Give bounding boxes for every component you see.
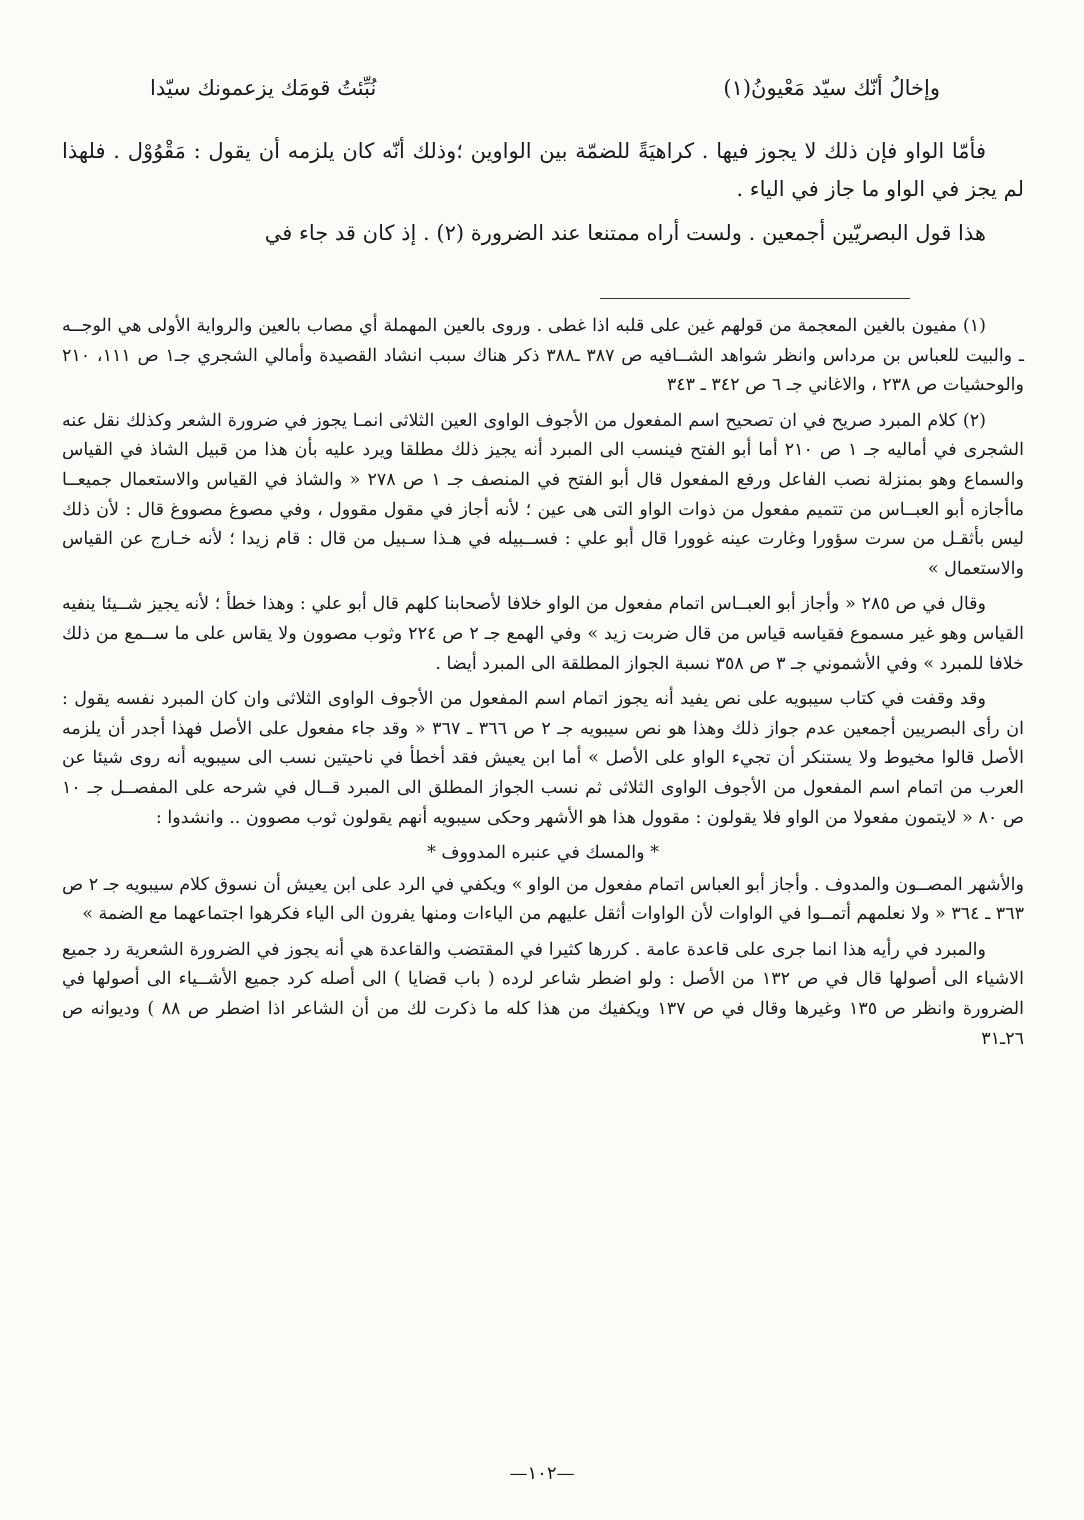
verse-hemistich-right: نُبِّئتُ قومَك يزعمونك سيّدا [150,76,377,100]
footnote-separator [600,298,910,299]
footnote-paragraph: وقال في ص ٢٨٥ « وأجاز أبو العبــاس اتمام مفعول من الواو خلافا لأصحابنا كلهم قال أبو علي : وهذا خطأ ؛ لأنه يجيز شــيئا ينفيه القياس وهو غير مسموع فقياسه قياس من قال ضربت زيد » وفي الهمع جـ ٢ ص ٢٢٤ وثوب مصوون ولا يقاس على ما ســمع من ذلك خلافا للمبرد » وفي الأشموني جـ ٣ ص ٣٥٨ نسبة الجواز المطلقة الى المبرد أيضا . [62,594,1024,674]
footnote-paragraph: (٢) كلام المبرد صريح في ان تصحيح اسم المفعول من الأجوف الواوى العين الثلاثى انمـا يجوز في ضرورة الشعر وكذلك نقل عنه الشجرى في أماليه جـ ١ ص ٢١٠ أما أبو الفتح فينسب الى المبرد أنه يجيز ذلك مطلقا ويرد عليه بأن هذا من قبيل الشاذ في القياس والسماع وهو بمنزلة نصب الفاعل ورفع المفعول قال أبو الفتح في المنصف جـ ١ ص ٢٧٨ « والشاذ في القياس والاستعمال جميعــا ماأجازه أبو العبــاس من تتميم مفعول من ذوات الواو التى هى عين ؛ لأنه أجاز في مقول مقوول ، وفي مصوغ مصووغ قال : لأن ذلك ليس بأثقـل من سرت سؤورا وغارت عينه غوورا قال أبو علي : فســبيله في هـذا سـبيل من قال : قام زيدا ؛ لأنه خـارج عن القياس والاستعمال » [62,410,1024,579]
page-number: —١٠٢— [509,1463,575,1484]
main-paragraph: هذا قول البصريّين أجمعين . ولست أراه ممتنعا عند الضرورة (٢) . إذ كان قد جاء في [264,221,986,245]
footnotes [62,312,1024,1060]
footnote-paragraph: (١) مفيون بالغين المعجمة من قولهم غين على قلبه اذا غطى . وروى بالعين المهملة أي مصاب بالعين والرواية الأولى هي الوجــه ـ والبيت للعباس بن مرداس وانظر شواهد الشــافيه ص ٣٨٧ ـ٣٨٨ ذكر هناك سبب انشاد القصيدة وأمالي الشجري جـ١ ص ١١١، ٢١٠ والوحشيات ص ٢٣٨ ، والاغاني جـ ٦ ص ٣٤٢ ـ ٣٤٣ [62,316,1024,396]
quoted-verse: * والمسك في عنبره المدووف * [427,843,659,864]
verse-hemistich-left: وإخالُ أنّك سيّد مَعْيونُ(١) [723,76,940,100]
poetry-verse [150,76,940,100]
main-paragraph: فأمّا الواو فإن ذلك لا يجوز فيها . كراهيَةً للضمّة بين الواوين ؛وذلك أنّه كان يلزمه أن يقول : مَقْوُوْل . فلهذا لم يجز في الواو ما جاز في الياء . [62,139,1024,201]
footnote-paragraph: والمبرد في رأيه هذا انما جرى على قاعدة عامة . كررها كثيرا في المقتضب والقاعدة هي أنه يجوز في الضرورة الشعرية رد جميع الاشياء الى أصولها قال في ص ١٣٢ من الأصل : ولو اضطر شاعر لرده ( باب قضايا ) الى أصله كرد جميع الأشــياء الى أصولها في الضرورة وانظر ص ١٣٥ وغيرها وقال في ص ١٣٧ ويكفيك من هذا كله ما ذكرت لك من أن الشاعر اذا اضطر ص ٨٨ ) وديوانه ص ٢٦ـ٣١ [62,939,1024,1049]
footnote-paragraph: وقد وقفت في كتاب سيبويه على نص يفيد أنه يجوز اتمام اسم المفعول من الأجوف الواوى الثلاثى وان كان المبرد نفسه يقول : ان رأى البصريين أجمعين عدم جواز ذلك وهذا هو نص سيبويه جـ ٢ ص ٣٦٦ ـ ٣٦٧ « وقد جاء مفعول على الأصل فهذا أجدر أن يلزمه الأصل قالوا مخيوط ولا يستنكر أن تجيء الواو على الأصل » أما ابن يعيش فقد أخطأ في ناحيتين نسب الى سيبويه أنه روى شيئا عن العرب من اتمام اسم المفعول من الأجوف الواوى الثلاثى ثم نسب الجواز المطلق الى المبرد قــال في شرحه على المفصــل جـ ١٠ ص ٨٠ « لايتمون مفعولا من الواو فلا يقولون : مقوول هذا هو الأشهر وحكى سيبويه أنهم يقولون ثوب مصوون .. وانشدوا : [62,689,1024,828]
main-text [62,132,1024,258]
footnote-paragraph: والأشهر المصــون والمدوف . وأجاز أبو العباس اتمام مفعول من الواو » ويكفي في الرد على ابن يعيش أن نسوق كلام سيبويه جـ ٢ ص ٣٦٣ ـ ٣٦٤ « ولا نعلمهم أتمــوا في الواوات لأن الواوات أثقل عليهم من الياءات ومنها يفرون الى الياء فكرهوا اجتماعهما مع الضمة » [62,874,1024,925]
